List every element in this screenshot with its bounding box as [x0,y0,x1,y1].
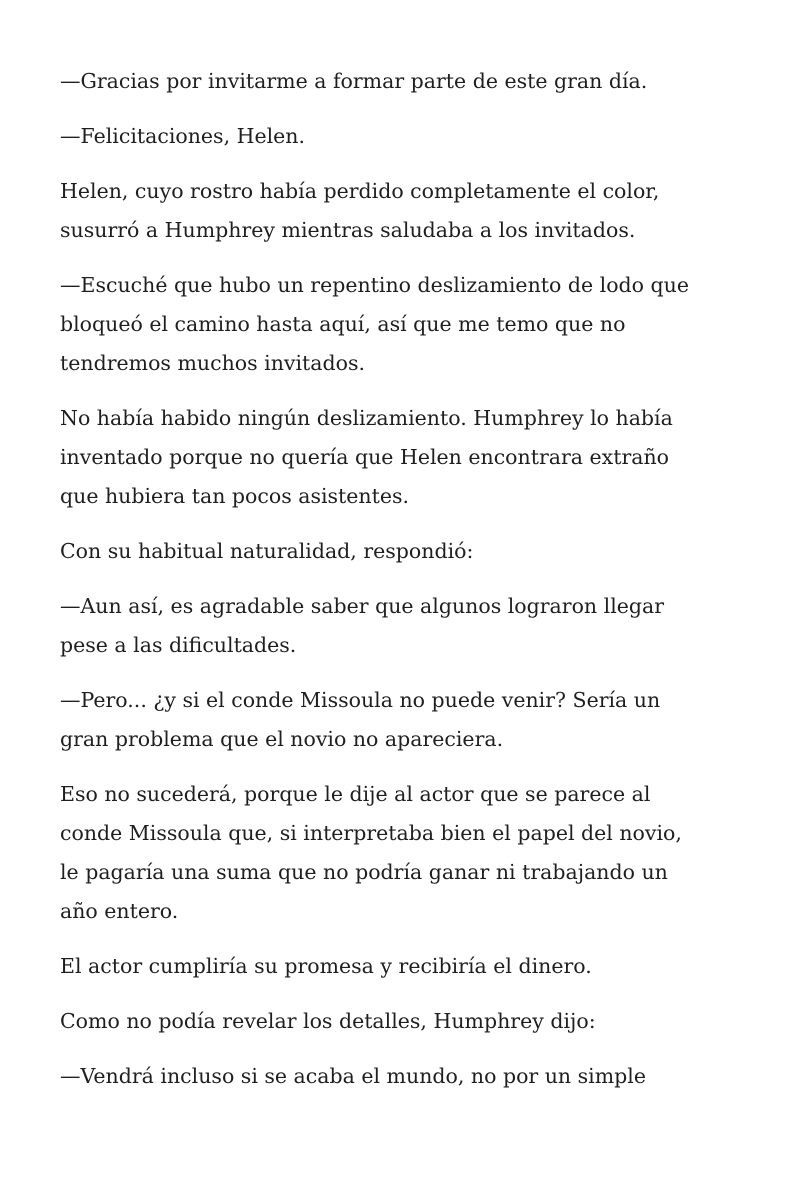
text-line: —Vendrá incluso si se acaba el mundo, no por un simple [60,1064,646,1088]
text-line: le pagaría una suma que no podría ganar ni trabajando un [60,860,668,884]
text-line: Eso no sucederá, porque le dije al actor que se parece al [60,782,651,806]
paragraph [60,172,750,250]
text-line: pese a las dificultades. [60,633,297,657]
text-line: conde Missoula que, si interpretaba bien el papel del novio, [60,821,682,845]
paragraph [60,532,750,571]
paragraph [60,1057,750,1096]
text-line: —Aun así, es agradable saber que algunos lograron llegar [60,594,665,618]
text-line: No había habido ningún deslizamiento. Humphrey lo había [60,406,673,430]
paragraph [60,587,750,665]
text-line: inventado porque no quería que Helen encontrara extraño [60,445,670,469]
paragraph [60,947,750,986]
text-line: —Felicitaciones, Helen. [60,124,306,148]
text-line: que hubiera tan pocos asistentes. [60,484,410,508]
page-text [60,62,750,1112]
text-line: Helen, cuyo rostro había perdido completamente el color, [60,179,660,203]
paragraph [60,399,750,516]
text-line: gran problema que el novio no apareciera. [60,727,504,751]
paragraph [60,775,750,931]
paragraph [60,1002,750,1041]
text-line: año entero. [60,899,179,923]
paragraph [60,117,750,156]
text-line: tendremos muchos invitados. [60,351,366,375]
paragraph [60,266,750,383]
text-line: Como no podía revelar los detalles, Humphrey dijo: [60,1009,596,1033]
text-line: El actor cumpliría su promesa y recibiría el dinero. [60,954,592,978]
text-line: —Gracias por invitarme a formar parte de este gran día. [60,69,648,93]
paragraph [60,681,750,759]
paragraph [60,62,750,101]
text-line: —Escuché que hubo un repentino deslizamiento de lodo que [60,273,689,297]
text-line: susurró a Humphrey mientras saludaba a los invitados. [60,218,636,242]
text-line: —Pero... ¿y si el conde Missoula no puede venir? Sería un [60,688,661,712]
text-line: Con su habitual naturalidad, respondió: [60,539,474,563]
text-line: bloqueó el camino hasta aquí, así que me temo que no [60,312,626,336]
